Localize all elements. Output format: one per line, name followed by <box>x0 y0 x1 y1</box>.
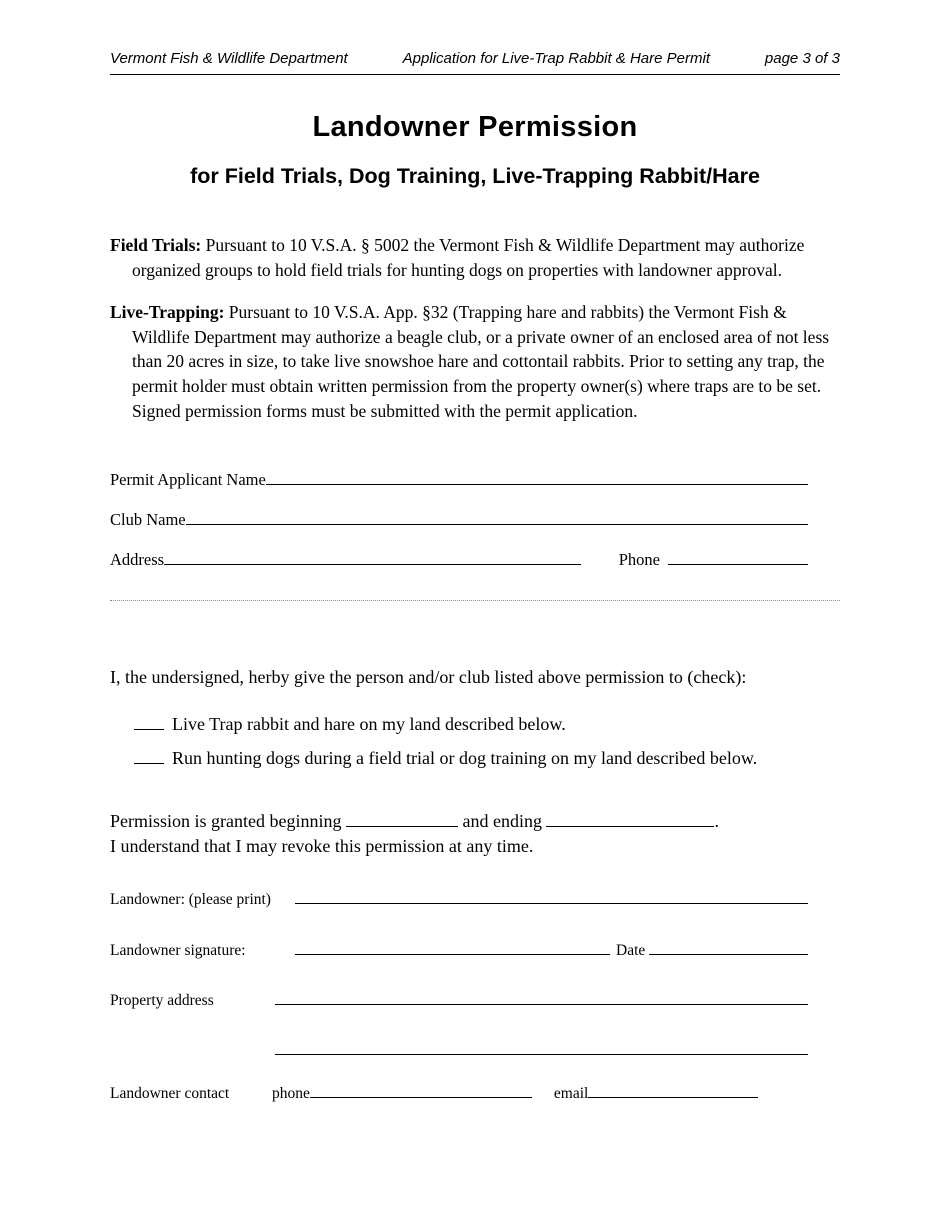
page-header <box>110 50 840 75</box>
contact-email-field[interactable] <box>588 1093 758 1098</box>
permit-applicant-name-row <box>110 470 808 490</box>
address-label: Address <box>110 549 165 569</box>
intro-paragraphs <box>110 233 840 424</box>
grant-period: . <box>714 810 719 831</box>
grant-end-date-field[interactable] <box>546 822 714 827</box>
grant-begin-date-field[interactable] <box>346 822 458 827</box>
grant-connector-text: and ending <box>462 810 542 831</box>
landowner-print-field[interactable] <box>295 899 808 904</box>
club-name-field[interactable] <box>186 520 808 525</box>
run-dogs-option-label: Run hunting dogs during a field trial or dog training on my land described below. <box>172 747 758 768</box>
landowner-signature-field[interactable] <box>295 950 610 955</box>
landowner-signature-row <box>110 942 808 960</box>
permission-options <box>110 714 840 769</box>
landowner-signature-label: Landowner signature: <box>110 941 246 959</box>
permit-applicant-name-field[interactable] <box>266 480 808 485</box>
live-trap-check-field[interactable] <box>134 725 164 730</box>
revocation-line: I understand that I may revoke this permission at any time. <box>110 835 534 856</box>
header-page-number: page 3 of 3 <box>764 50 840 67</box>
property-address-field-line1[interactable] <box>275 1000 808 1005</box>
date-label: Date <box>616 941 646 959</box>
landowner-contact-row <box>110 1085 808 1103</box>
consent-intro: I, the undersigned, herby give the person and/or club listed above permission to (check): <box>110 666 747 687</box>
page-title: Landowner Permission <box>312 111 638 143</box>
property-address-label: Property address <box>110 991 214 1009</box>
phone-label: Phone <box>618 549 660 569</box>
option-run-dogs <box>110 748 840 769</box>
grant-lead-text: Permission is granted beginning <box>110 810 342 831</box>
club-name-label: Club Name <box>110 509 186 529</box>
grant-statement <box>110 809 840 859</box>
contact-email-label: email <box>553 1084 589 1102</box>
property-address-field-line2[interactable] <box>275 1050 808 1055</box>
contact-phone-field[interactable] <box>310 1093 532 1098</box>
landowner-section <box>110 891 840 1103</box>
property-address-row-2 <box>275 1050 808 1055</box>
phone-field[interactable] <box>668 560 808 565</box>
landowner-print-label: Landowner: (please print) <box>110 890 271 908</box>
contact-phone-label: phone <box>272 1084 310 1102</box>
club-name-row <box>110 510 808 530</box>
grant-dates-line <box>110 809 840 834</box>
field-trials-lead: Field Trials: <box>110 235 202 255</box>
header-department: Vermont Fish & Wildlife Department <box>110 50 348 67</box>
section-divider <box>110 600 840 601</box>
field-trials-text: Pursuant to 10 V.S.A. § 5002 the Vermont Fish & Wildlife Department may authorize organized groups to hold field trials for hunting dogs on properties with landowner approval. <box>132 235 805 280</box>
address-phone-row <box>110 550 808 570</box>
date-field[interactable] <box>649 950 808 955</box>
landowner-contact-label: Landowner contact <box>110 1084 230 1102</box>
landowner-print-row <box>110 891 808 909</box>
live-trapping-text: Pursuant to 10 V.S.A. App. §32 (Trapping hare and rabbits) the Vermont Fish & Wildlife Department may authorize a beagle club, or a private owner of an enclosed area of not less than 20 acres in size, to take live snowshoe hare and cottontail rabbits. Prior to setting any trap, the permit holder must obtain written permission from the property owner(s) where traps are to be set. Signed permission forms must be submitted with the permit application. <box>132 301 830 422</box>
live-trap-option-label: Live Trap rabbit and hare on my land described below. <box>172 713 566 734</box>
field-trials-paragraph <box>110 233 840 283</box>
header-application-title: Application for Live-Trap Rabbit & Hare Permit <box>402 50 710 67</box>
page-subtitle: for Field Trials, Dog Training, Live-Trapping Rabbit/Hare <box>190 164 760 188</box>
permit-applicant-name-label: Permit Applicant Name <box>110 469 266 489</box>
address-field[interactable] <box>164 560 581 565</box>
live-trapping-lead: Live-Trapping: <box>110 301 225 322</box>
option-live-trap <box>110 714 840 735</box>
applicant-fields-section <box>110 470 840 570</box>
run-dogs-check-field[interactable] <box>134 759 164 764</box>
property-address-row <box>110 992 808 1010</box>
live-trapping-paragraph <box>110 300 840 424</box>
